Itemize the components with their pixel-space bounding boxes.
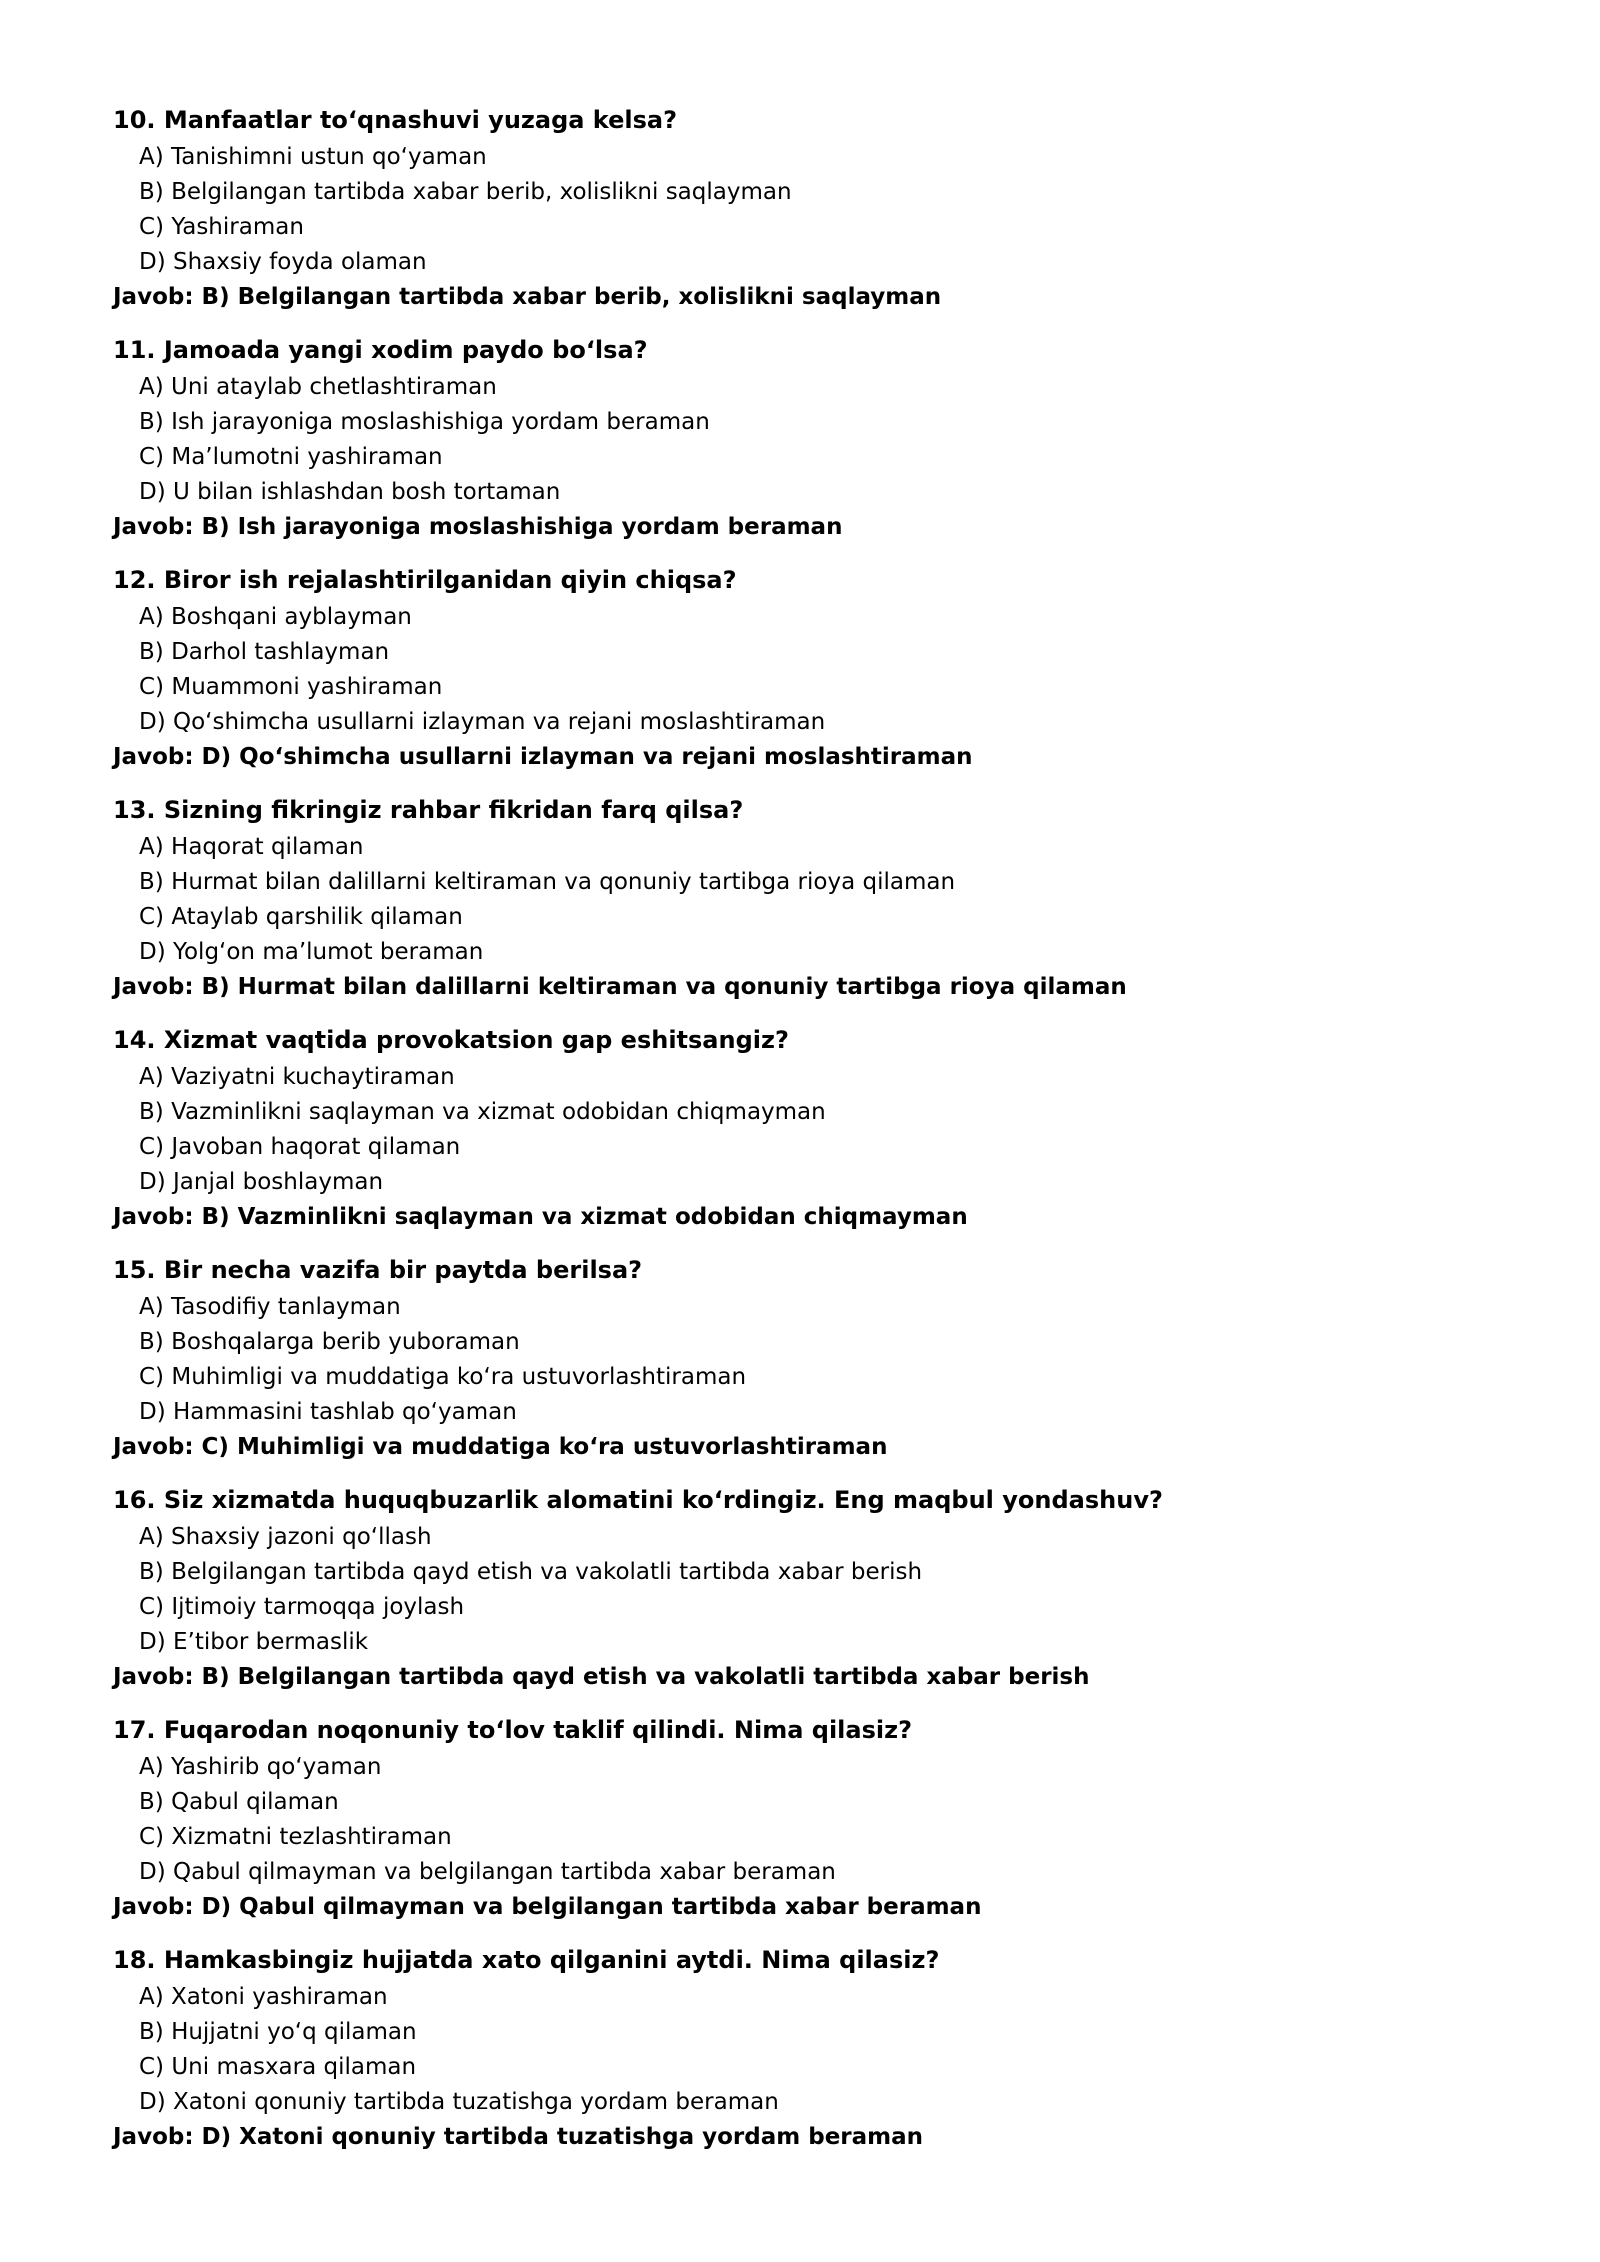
question-title: 11. Jamoada yangi xodim paydo bo‘lsa? (113, 336, 648, 364)
answer-line: Javob: B) Vazminlikni saqlayman va xizmat odobidan chiqmayman (113, 1204, 968, 1230)
option-b: B) Hujjatni yo‘q qilaman (139, 2019, 417, 2045)
question-title: 14. Xizmat vaqtida provokatsion gap eshitsangiz? (113, 1026, 789, 1054)
question-block (113, 565, 1513, 775)
option-b: B) Hurmat bilan dalillarni keltiraman va qonuniy tartibga rioya qilaman (139, 869, 956, 895)
option-b: B) Belgilangan tartibda xabar berib, xolislikni saqlayman (139, 179, 792, 205)
option-list (113, 140, 1513, 280)
question-title: 18. Hamkasbingiz hujjatda xato qilganini aytdi. Nima qilasiz? (113, 1946, 940, 1974)
option-d: D) Hammasini tashlab qo‘yaman (139, 1399, 517, 1425)
answer-line: Javob: D) Xatoni qonuniy tartibda tuzatishga yordam beraman (113, 2124, 924, 2150)
answer-line: Javob: B) Belgilangan tartibda xabar berib, xolislikni saqlayman (113, 284, 942, 310)
option-b: B) Belgilangan tartibda qayd etish va vakolatli tartibda xabar berish (139, 1559, 923, 1585)
option-d: D) Qabul qilmayman va belgilangan tartibda xabar beraman (139, 1859, 836, 1885)
option-a: A) Vaziyatni kuchaytiraman (139, 1064, 455, 1090)
question-block (113, 1485, 1513, 1695)
answer-line: Javob: B) Belgilangan tartibda qayd etish va vakolatli tartibda xabar berish (113, 1664, 1090, 1690)
question-block (113, 1945, 1513, 2155)
option-d: D) Yolg‘on ma’lumot beraman (139, 939, 484, 965)
answer-line: Javob: D) Qo‘shimcha usullarni izlayman va rejani moslashtiraman (113, 744, 973, 770)
option-list (113, 1750, 1513, 1890)
option-c: C) Ijtimoiy tarmoqqa joylash (139, 1594, 465, 1620)
question-title: 17. Fuqarodan noqonuniy to‘lov taklif qilindi. Nima qilasiz? (113, 1716, 912, 1744)
option-a: A) Boshqani ayblayman (139, 604, 412, 630)
question-title: 12. Biror ish rejalashtirilganidan qiyin chiqsa? (113, 566, 737, 594)
option-c: C) Uni masxara qilaman (139, 2054, 417, 2080)
option-b: B) Darhol tashlayman (139, 639, 390, 665)
option-list (113, 600, 1513, 740)
option-d: D) Shaxsiy foyda olaman (139, 249, 427, 275)
question-block (113, 1715, 1513, 1925)
option-b: B) Vazminlikni saqlayman va xizmat odobidan chiqmayman (139, 1099, 826, 1125)
option-list (113, 1290, 1513, 1430)
option-a: A) Yashirib qo‘yaman (139, 1754, 382, 1780)
option-c: C) Yashiraman (139, 214, 304, 240)
question-block (113, 1255, 1513, 1465)
option-a: A) Tanishimni ustun qo‘yaman (139, 144, 487, 170)
option-c: C) Ataylab qarshilik qilaman (139, 904, 463, 930)
answer-line: Javob: B) Ish jarayoniga moslashishiga yordam beraman (113, 514, 843, 540)
option-d: D) Qo‘shimcha usullarni izlayman va rejani moslashtiraman (139, 709, 826, 735)
option-c: C) Muhimligi va muddatiga ko‘ra ustuvorlashtiraman (139, 1364, 747, 1390)
option-c: C) Ma’lumotni yashiraman (139, 444, 443, 470)
option-c: C) Javoban haqorat qilaman (139, 1134, 461, 1160)
question-block (113, 105, 1513, 315)
option-a: A) Shaxsiy jazoni qo‘llash (139, 1524, 432, 1550)
option-b: B) Boshqalarga berib yuboraman (139, 1329, 520, 1355)
option-list (113, 370, 1513, 510)
option-d: D) E’tibor bermaslik (139, 1629, 369, 1655)
question-block (113, 335, 1513, 545)
answer-line: Javob: B) Hurmat bilan dalillarni keltiraman va qonuniy tartibga rioya qilaman (113, 974, 1127, 1000)
option-b: B) Qabul qilaman (139, 1789, 339, 1815)
option-a: A) Tasodifiy tanlayman (139, 1294, 401, 1320)
option-c: C) Xizmatni tezlashtiraman (139, 1824, 452, 1850)
question-title: 10. Manfaatlar to‘qnashuvi yuzaga kelsa? (113, 106, 678, 134)
question-title: 15. Bir necha vazifa bir paytda berilsa? (113, 1256, 643, 1284)
question-block (113, 795, 1513, 1005)
question-title: 13. Sizning fikringiz rahbar fikridan farq qilsa? (113, 796, 744, 824)
option-list (113, 1520, 1513, 1660)
question-block (113, 1025, 1513, 1235)
question-title: 16. Siz xizmatda huquqbuzarlik alomatini ko‘rdingiz. Eng maqbul yondashuv? (113, 1486, 1163, 1514)
option-a: A) Haqorat qilaman (139, 834, 364, 860)
option-c: C) Muammoni yashiraman (139, 674, 443, 700)
answer-line: Javob: C) Muhimligi va muddatiga ko‘ra ustuvorlashtiraman (113, 1434, 888, 1460)
option-d: D) Janjal boshlayman (139, 1169, 384, 1195)
option-a: A) Uni ataylab chetlashtiraman (139, 374, 497, 400)
option-b: B) Ish jarayoniga moslashishiga yordam beraman (139, 409, 710, 435)
answer-line: Javob: D) Qabul qilmayman va belgilangan tartibda xabar beraman (113, 1894, 982, 1920)
option-list (113, 1980, 1513, 2120)
option-list (113, 830, 1513, 970)
option-d: D) Xatoni qonuniy tartibda tuzatishga yordam beraman (139, 2089, 779, 2115)
option-list (113, 1060, 1513, 1200)
option-a: A) Xatoni yashiraman (139, 1984, 388, 2010)
option-d: D) U bilan ishlashdan bosh tortaman (139, 479, 561, 505)
